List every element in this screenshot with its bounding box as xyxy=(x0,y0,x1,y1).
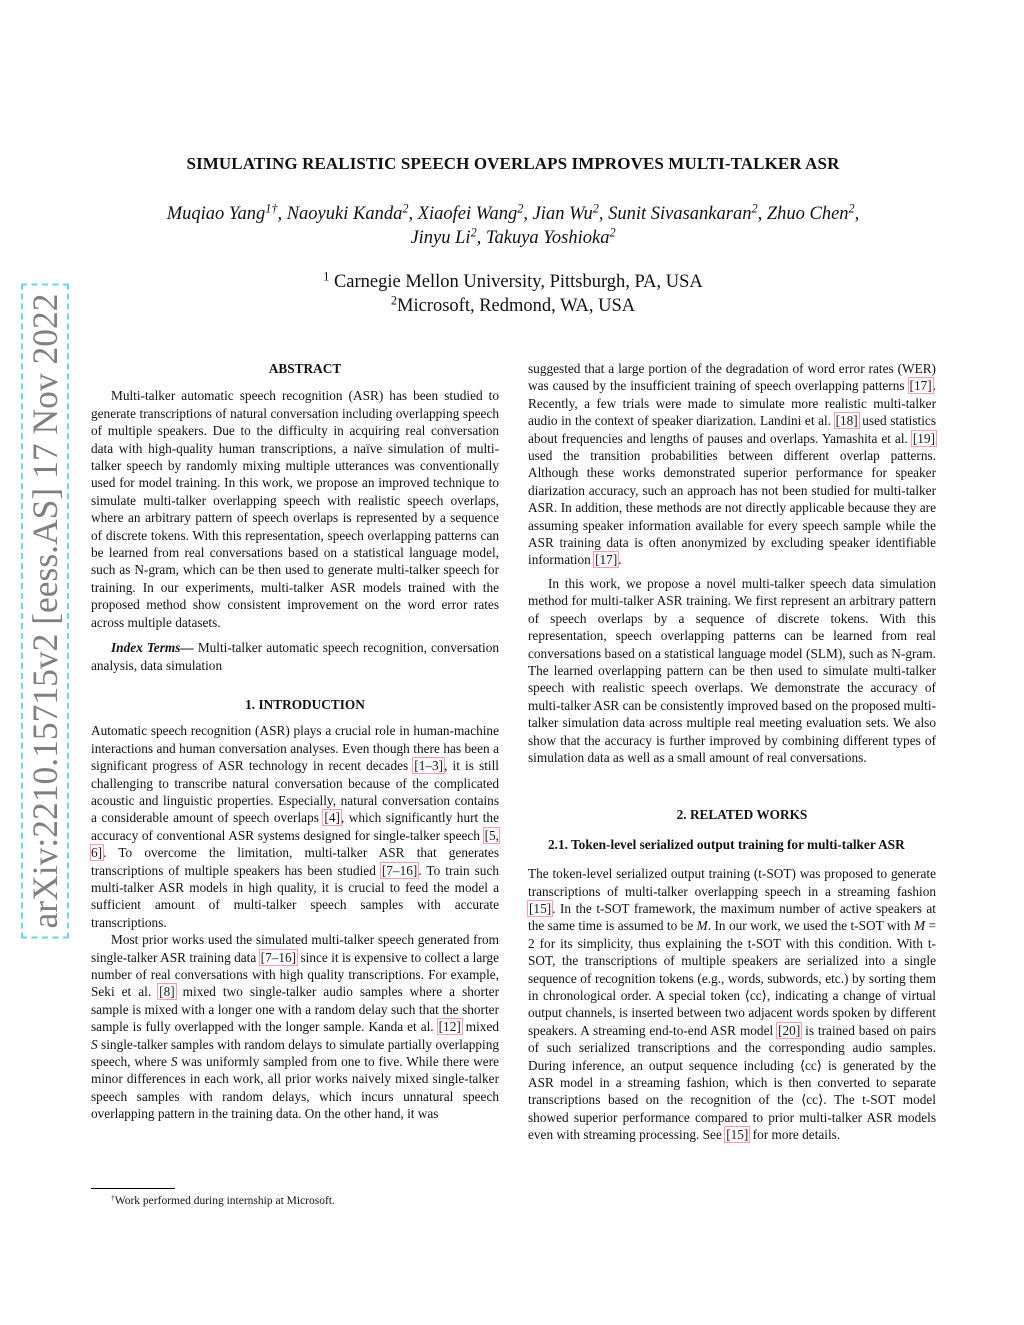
body-text: , it is still challenging to transcribe natural conversation because of the complicated acoustic and linguistic properties. Especially, natural conversation contains a considerable amount of speech overlaps xyxy=(91,758,499,826)
arxiv-stamp-container xyxy=(22,293,68,929)
author-name: , Zhuo Chen xyxy=(757,204,849,224)
special-token: ⟨cc⟩ xyxy=(801,1092,824,1108)
author-affiliation-marker: 2 xyxy=(848,201,855,216)
abstract-text: Multi-talker automatic speech recognition (ASR) has been studied to generate transcriptions of natural conversation including overlapping speech of multiple speakers. Due to the difficulty in acquiring real conversation data with high-quality human transcriptions, a naïve simulation of multi-talker speech by randomly mixing multiple utterances was conventionally used for model training. In this work, we propose an improved technique to simulate multi-talker overlapping speech with realistic speech overlaps, where an arbitrary pattern of speech overlaps is represented by a sequence of discrete tokens. With this representation, speech overlapping patterns can be learned from real conversations based on a statistical language model, such as N-gram, which can be then used to generate multi-talker speech for training. In our experiments, multi-talker ASR models trained with the proposed method show consistent improvement on the word error rates across multiple datasets. xyxy=(91,388,499,630)
author-separator: , xyxy=(854,204,860,224)
body-text: for its simplicity, thus explaining the t-SOT with this condition. With t-SOT, the transcriptions of multiple speakers are serialized into a single sequence of recognition tokens (e.g., words, subwords, etc.) by sorting them in chronological order. A special token xyxy=(528,935,936,1003)
author-affiliation-marker: 2 xyxy=(592,201,599,216)
footnote xyxy=(91,1194,499,1209)
footnote-marker: † xyxy=(111,1192,115,1202)
abstract-heading: ABSTRACT xyxy=(268,361,342,376)
body-text: . The t-SOT model showed superior performance compared to prior multi-talker ASR models even with streaming processing. See xyxy=(528,1092,936,1143)
affiliation-microsoft: Microsoft, Redmond, WA, USA xyxy=(397,296,636,316)
math-variable: M xyxy=(696,918,708,934)
body-text: Most prior works used the simulated multi-talker speech generated from single-talker ASR training data xyxy=(91,932,499,965)
citation-link[interactable]: [7–16] xyxy=(381,862,418,878)
left-column xyxy=(91,360,499,1123)
author-name: , Sunit Sivasankaran xyxy=(598,204,752,224)
author-affiliation-marker: 1† xyxy=(265,201,278,216)
citation-link[interactable]: [20] xyxy=(778,1022,801,1038)
affiliation-marker: 1 xyxy=(323,269,330,284)
author-list xyxy=(90,202,936,250)
right-column xyxy=(528,360,936,1144)
related-works-heading: 2. RELATED WORKS xyxy=(676,807,808,823)
author-name: , Xiaofei Wang xyxy=(408,204,518,224)
body-text: . In the t-SOT framework, the maximum number of active speakers at the same time is assumed to be xyxy=(528,900,936,934)
body-text: used the transition probabilities between different overlap patterns. Although these works demonstrated superior performance for speaker diarization accuracy, such an approach has not been studied for multi-talker ASR. In addition, these methods are not directly applicable because they are assuming speaker information available for every speech sample while the ASR training data is often anonymized by excluding speaker identifiable information xyxy=(528,448,936,568)
body-text: was uniformly sampled from one to five. While there were minor differences in each work, all prior works naively mixed single-talker speech samples with random delays, which incurs unnatural speech overlapping pattern in the training data. On the other hand, it was xyxy=(91,1054,499,1122)
body-text: . To overcome the limitation, multi-talker ASR that generates transcriptions of multiple speakers has been studied xyxy=(91,845,499,878)
intro-paragraph-2 xyxy=(91,931,499,1122)
citation-link[interactable]: [18] xyxy=(835,413,858,429)
special-token: ⟨cc⟩ xyxy=(799,1057,822,1073)
index-terms xyxy=(91,639,499,674)
index-terms-label: Index Terms— xyxy=(111,640,194,656)
body-text: is generated by the ASR model in a streaming fashion, which is then converted to separate transcriptions based on the recognition of the xyxy=(528,1057,936,1108)
body-text: The token-level serialized output training (t-SOT) was proposed to generate transcriptions of multi-talker overlapping speech in a streaming fashion xyxy=(528,866,936,899)
citation-link[interactable]: [5, 6] xyxy=(91,827,499,861)
introduction-heading: 1. INTRODUCTION xyxy=(245,696,365,712)
body-text: , which significantly hurt the accuracy of conventional ASR systems designed for single-talker speech xyxy=(91,810,499,843)
author-affiliation-marker: 2 xyxy=(470,225,477,240)
body-text: since it is expensive to collect a large number of real conversations with high quality transcriptions. For example, Seki et al. xyxy=(91,949,499,1000)
math-expression: = 2 xyxy=(528,918,936,951)
citation-link[interactable]: [7–16] xyxy=(260,949,297,965)
author-name: , Naoyuki Kanda xyxy=(277,204,403,224)
tsot-subheading: 2.1. Token-level serialized output training for multi-talker ASR xyxy=(548,836,905,852)
body-text: . In our work, we used the t-SOT with xyxy=(707,918,914,934)
affiliation-marker: 2 xyxy=(390,293,397,308)
intro-paragraph-1 xyxy=(91,722,499,931)
paper-title: SIMULATING REALISTIC SPEECH OVERLAPS IMPROVES MULTI-TALKER ASR xyxy=(186,154,840,173)
citation-link[interactable]: [12] xyxy=(438,1019,461,1035)
body-text: used statistics about frequencies and lengths of pauses and overlaps. Yamashita et al. xyxy=(528,413,937,446)
author-name: Muqiao Yang xyxy=(166,204,266,224)
author-affiliation-marker: 2 xyxy=(751,201,758,216)
citation-link[interactable]: [17] xyxy=(909,378,932,394)
author-affiliation-marker: 2 xyxy=(402,201,409,216)
body-text: . To train such multi-talker ASR models in high quality, it is crucial to feed the model a sufficient amount of multi-talker speech samples with accurate transcriptions. xyxy=(91,862,500,930)
intro-paragraph-3 xyxy=(528,360,936,569)
citation-link[interactable]: [4] xyxy=(324,810,340,826)
citation-link[interactable]: [1–3] xyxy=(414,758,444,774)
body-text: mixed two single-talker audio samples where a shorter sample is mixed with a longer one with a random delay such that the shorter sample is fully overlapped with the longer sample. Kanda et al. xyxy=(91,984,499,1035)
related-paragraph-1 xyxy=(528,865,936,1144)
arxiv-identifier-stamp[interactable]: arXiv:2210.15715v2 [eess.AS] 17 Nov 2022 xyxy=(21,284,69,939)
author-name: , Jian Wu xyxy=(523,204,593,224)
body-text: . xyxy=(618,552,622,568)
math-variable: S xyxy=(91,1036,98,1052)
body-text: Automatic speech recognition (ASR) plays a crucial role in human-machine interactions and human conversation analyses. Even though there has been a significant progress of ASR technology in recent decades xyxy=(91,723,499,774)
body-text: suggested that a large portion of the degradation of word error rates (WER) was caused by the insufficient training of speech overlapping patterns xyxy=(528,361,936,394)
citation-link[interactable]: [8] xyxy=(159,984,175,1000)
body-text: , indicating a change of virtual output channels, is inserted between two adjacent words spoken by different speakers. A streaming end-to-end ASR model xyxy=(528,988,936,1038)
author-affiliation-marker: 2 xyxy=(609,225,616,240)
author-affiliation-marker: 2 xyxy=(517,201,524,216)
body-text: single-talker samples with random delays to simulate partially overlapping speech, where xyxy=(91,1036,499,1070)
citation-link[interactable]: [15] xyxy=(529,900,552,916)
intro-paragraph-4: In this work, we propose a novel multi-talker speech data simulation method for multi-talker ASR training. We first represent an arbitrary pattern of speech overlaps by a sequence of discrete tokens. With this representation, speech overlapping patterns can be learned from real conversations based on a statistical language model (SLM), such as N-gram. The learned overlapping pattern can be then used to simulate multi-talker speech with realistic speech overlaps. We demonstrate the accuracy of multi-talker ASR can be consistently improved based on the proposed multi-talker simulation data across multiple real meeting evaluation sets. We also show that the accuracy is further improved by combining different types of simulation data as well as a small amount of real conversations. xyxy=(528,575,936,765)
citation-link[interactable]: [19] xyxy=(912,430,935,446)
special-token: ⟨cc⟩ xyxy=(744,988,767,1003)
math-variable: S xyxy=(170,1054,178,1070)
index-terms-text: Multi-talker automatic speech recognition, conversation analysis, data simulation xyxy=(91,640,499,673)
author-name: , Takuya Yoshioka xyxy=(476,228,610,248)
body-text: is trained based on pairs of such serialized transcriptions and the corresponding audio samples. During inference, an output sequence including xyxy=(528,1022,936,1073)
citation-link[interactable]: [17] xyxy=(595,552,618,568)
body-text: mixed xyxy=(461,1019,500,1035)
author-name: Jinyu Li xyxy=(410,228,471,248)
citation-link[interactable]: [15] xyxy=(726,1127,749,1143)
affiliation-list xyxy=(90,270,936,318)
math-variable: M xyxy=(914,918,926,934)
footnote-text: Work performed during internship at Microsoft. xyxy=(114,1195,335,1207)
affiliation-cmu: Carnegie Mellon University, Pittsburgh, PA, USA xyxy=(329,272,703,292)
footnote-divider xyxy=(91,1188,175,1189)
body-text: . Recently, a few trials were made to simulate more realistic multi-talker audio in the context of speaker diarization. Landini et al. xyxy=(528,378,936,429)
body-text: for more details. xyxy=(749,1127,841,1143)
